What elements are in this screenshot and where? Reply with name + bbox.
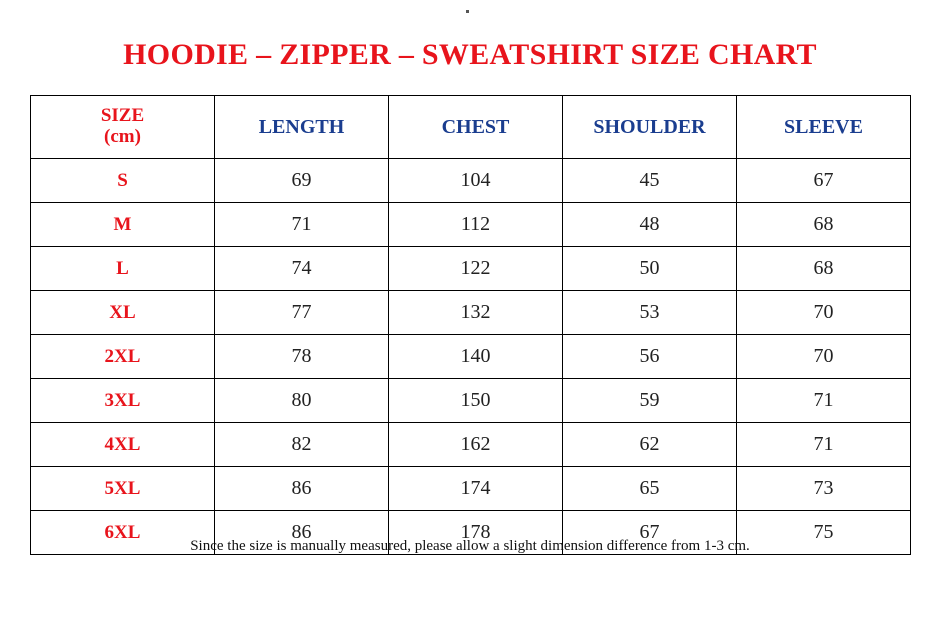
sleeve-value: 68 — [737, 247, 911, 291]
sleeve-value: 70 — [737, 335, 911, 379]
size-label: 3XL — [31, 379, 215, 423]
sleeve-value: 71 — [737, 423, 911, 467]
table-row — [31, 159, 911, 203]
chest-value: 122 — [389, 247, 563, 291]
size-label: 6XL — [31, 511, 215, 555]
shoulder-value: 62 — [563, 423, 737, 467]
chest-value: 174 — [389, 467, 563, 511]
length-value: 78 — [215, 335, 389, 379]
column-header-size-line2: (cm) — [104, 126, 141, 147]
chest-value: 140 — [389, 335, 563, 379]
table-row — [31, 423, 911, 467]
chest-value: 178 — [389, 511, 563, 555]
table-row — [31, 291, 911, 335]
length-value: 69 — [215, 159, 389, 203]
table-header — [31, 96, 911, 159]
chest-value: 112 — [389, 203, 563, 247]
size-label: M — [31, 203, 215, 247]
decorative-dot — [466, 10, 469, 13]
sleeve-value: 71 — [737, 379, 911, 423]
size-label: 2XL — [31, 335, 215, 379]
table-body — [31, 159, 911, 555]
column-header-size-line1: SIZE — [100, 105, 145, 127]
sleeve-value: 68 — [737, 203, 911, 247]
sleeve-value: 67 — [737, 159, 911, 203]
shoulder-value: 48 — [563, 203, 737, 247]
measurement-note: Since the size is manually measured, please allow a slight dimension difference from 1-3 cm. — [190, 538, 750, 554]
column-header-size — [31, 96, 215, 159]
size-label: 4XL — [31, 423, 215, 467]
shoulder-value: 67 — [563, 511, 737, 555]
length-value: 71 — [215, 203, 389, 247]
table-row — [31, 335, 911, 379]
table-row — [31, 203, 911, 247]
shoulder-value: 45 — [563, 159, 737, 203]
chest-value: 132 — [389, 291, 563, 335]
chest-value: 162 — [389, 423, 563, 467]
sleeve-value: 75 — [737, 511, 911, 555]
column-header-sleeve: SLEEVE — [737, 96, 911, 159]
size-label: S — [31, 159, 215, 203]
column-header-length: LENGTH — [215, 96, 389, 159]
length-value: 80 — [215, 379, 389, 423]
size-label: XL — [31, 291, 215, 335]
table-row — [31, 467, 911, 511]
page-title: HOODIE – ZIPPER – SWEATSHIRT SIZE CHART — [123, 38, 817, 71]
column-header-chest: CHEST — [389, 96, 563, 159]
shoulder-value: 59 — [563, 379, 737, 423]
sleeve-value: 73 — [737, 467, 911, 511]
shoulder-value: 50 — [563, 247, 737, 291]
length-value: 77 — [215, 291, 389, 335]
table-row — [31, 247, 911, 291]
sleeve-value: 70 — [737, 291, 911, 335]
size-label: 5XL — [31, 467, 215, 511]
shoulder-value: 65 — [563, 467, 737, 511]
length-value: 86 — [215, 511, 389, 555]
table-row — [31, 379, 911, 423]
size-chart-table — [30, 95, 911, 555]
length-value: 86 — [215, 467, 389, 511]
size-label: L — [31, 247, 215, 291]
length-value: 74 — [215, 247, 389, 291]
chest-value: 104 — [389, 159, 563, 203]
column-header-shoulder: SHOULDER — [563, 96, 737, 159]
length-value: 82 — [215, 423, 389, 467]
table-header-row — [31, 96, 911, 159]
shoulder-value: 56 — [563, 335, 737, 379]
size-chart-table-wrapper — [30, 95, 910, 555]
chest-value: 150 — [389, 379, 563, 423]
shoulder-value: 53 — [563, 291, 737, 335]
